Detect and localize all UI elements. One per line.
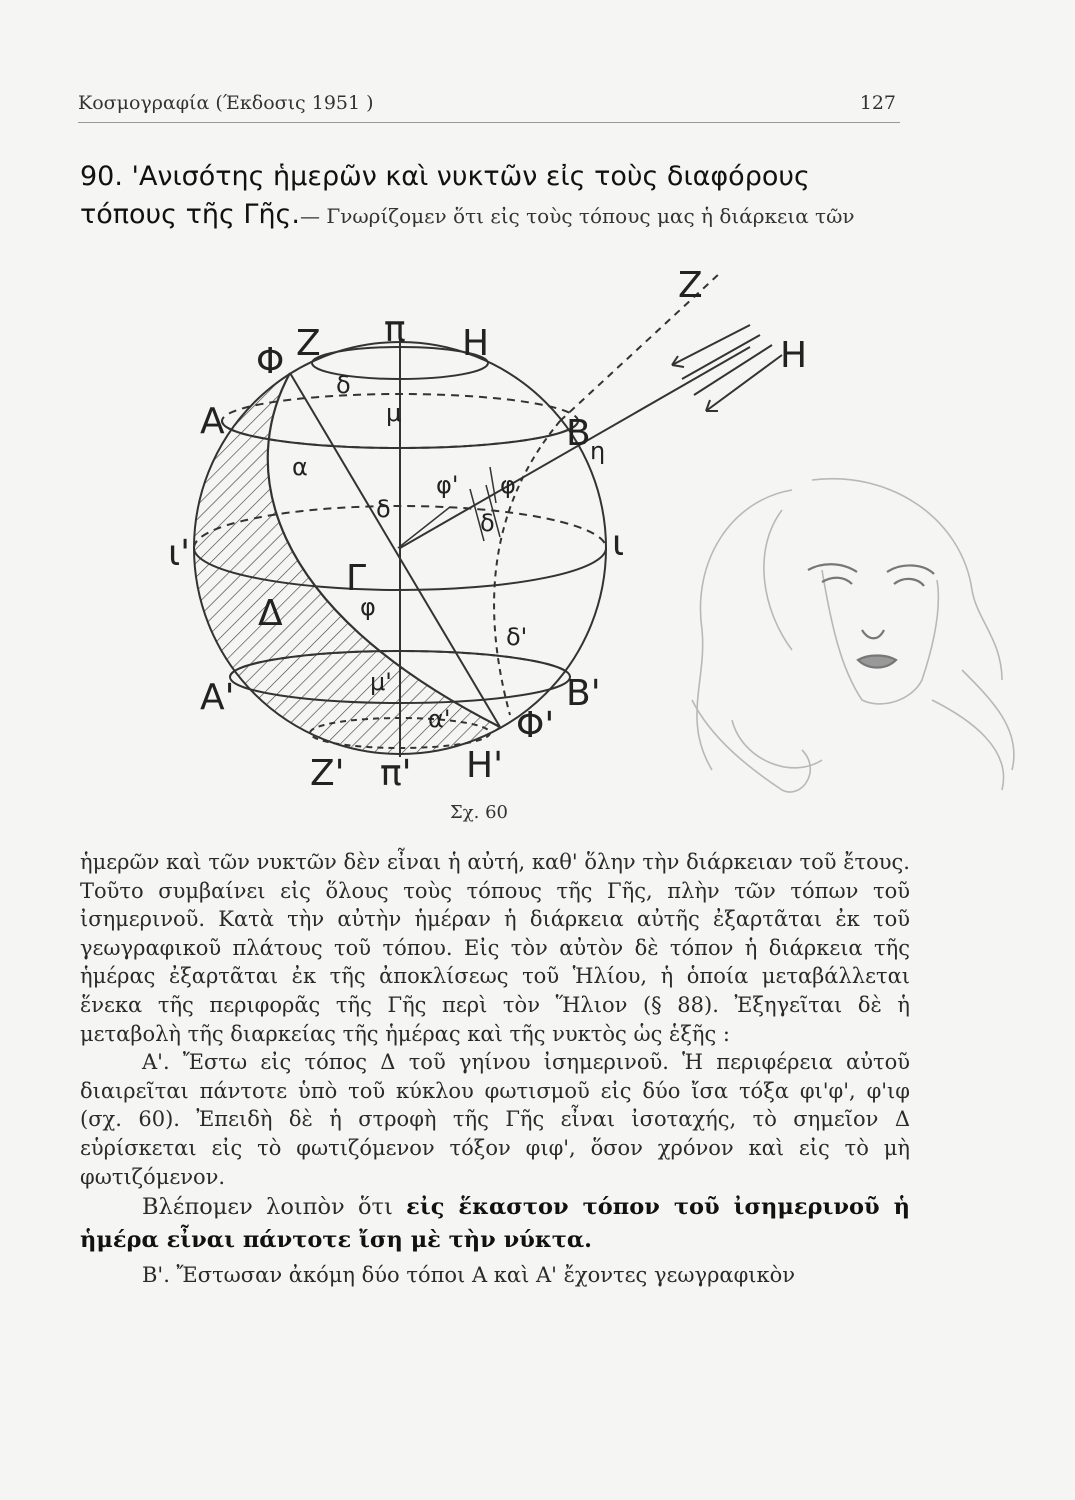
label-delta-prime: δ' (506, 623, 528, 651)
label-Phi: Φ (256, 341, 285, 382)
paragraph-2: Α'. Ἔστω εἰς τόπος Δ τοῦ γηίνου ἰσημερινοῦ. Ἡ περιφέρεια αὐτοῦ διαιρεῖται πάντοτε ὑπὸ τοῦ κύκλου φωτισμοῦ εἰς δύο ἴσα τόξα φι'φ', φ'ιφ (σχ. 60). Ἐπειδὴ δὲ ἡ στροφὴ τῆς Γῆς εἶναι ἰσοταχής, τὸ σημεῖον Δ εὑρίσκεται εἰς τὸ φωτιζόμενον τόξον φιφ', ὅσον χρόνον καὶ εἰς τὸ μὴ φωτιζόμενον. (80, 1050, 910, 1189)
label-H-right: H (780, 335, 808, 376)
label-H-prime: H' (466, 745, 503, 786)
book-title: Κοσμογραφία (Έκδοσις 1951 ) (78, 92, 374, 114)
label-B: B (566, 413, 591, 454)
conclusion-prefix: Βλέπομεν λοιπὸν ὅτι (142, 1194, 407, 1221)
paragraph-1: ἡμερῶν καὶ τῶν νυκτῶν δὲν εἶναι ἡ αὐτή, καθ' ὅλην τὴν διάρκειαν τοῦ ἔτους. Τοῦτο συμβαίνει εἰς ὅλους τοὺς τόπους τῆς Γῆς, πλὴν τῶν τόπων τοῦ ἰσημερινοῦ. Κατὰ τὴν αὐτὴν ἡμέραν ἡ διάρκεια αὐτῆς ἐξαρτᾶται ἐκ τοῦ γεωγραφικοῦ πλάτους τοῦ τόπου. Εἰς τὸν αὐτὸν δὲ τόπον ἡ διάρκεια τῆς ἡμέρας ἐξαρτᾶται ἐκ τῆς ἀποκλίσεως τοῦ Ἡλίου, ἡ ὁποία μεταβάλλεται ἕνεκα τῆς περιφορᾶς τῆς Γῆς περὶ τὸν Ἥλιον (§ 88). Ἐξηγεῖται δὲ ἡ μεταβολὴ τῆς διαρκείας τῆς ἡμέρας καὶ τῆς νυκτὸς ὡς ἑξῆς : (80, 850, 910, 1046)
label-iota: ι (612, 523, 625, 564)
label-delta-mid: δ (376, 495, 391, 523)
label-mu-low: μ' (370, 668, 392, 696)
label-Zeta: Z (296, 323, 321, 364)
section-lead: — Γνωρίζομεν ὅτι εἰς τοὺς τόπους μας ἡ διάρκεια τῶν (299, 204, 855, 228)
label-Eta: H (462, 323, 490, 364)
figure-caption: Σχ. 60 (450, 802, 508, 823)
label-Pi-prime: π' (380, 753, 412, 794)
label-phi-small: φ (360, 593, 376, 621)
paragraph-last: Β'. Ἔστωσαν ἀκόμη δύο τόποι Α καὶ Α' ἔχοντες γεωγραφικὸν (142, 1263, 796, 1288)
label-iota-prime: ι' (168, 533, 191, 574)
label-alpha: α (292, 453, 308, 481)
label-A-prime: A' (200, 677, 235, 718)
body-text (80, 848, 910, 1290)
pencil-sketch-face (672, 470, 1032, 810)
section-heading-block (80, 158, 910, 235)
label-Pi: π (384, 309, 406, 350)
label-Z-prime: Z' (310, 753, 345, 794)
meridian-dashed (494, 421, 560, 715)
label-A: A (200, 401, 225, 442)
label-Gamma: Γ (346, 558, 367, 599)
running-header (78, 88, 900, 123)
label-mu-top: μ (386, 399, 402, 427)
label-alpha-prime: α' (428, 705, 451, 733)
section-heading: 90. 'Ανισότης ἡμερῶν καὶ νυκτῶν εἰς τοὺς διαφόρους τόπους τῆς Γῆς. (80, 161, 810, 230)
page-number: 127 (859, 92, 896, 114)
label-phi: φ (500, 471, 516, 499)
label-eta-small: η (590, 437, 606, 465)
label-Z-top: Z (678, 265, 703, 306)
label-delta-top: δ (336, 371, 351, 399)
label-Delta: Δ (258, 593, 283, 634)
sun-rays-arrows (672, 325, 782, 411)
label-B-prime: B' (566, 673, 601, 714)
label-delta-arrow: δ (480, 509, 495, 537)
conclusion-paragraph (80, 1191, 910, 1257)
conclusion-bold: εἰς ἕκαστον τόπον τοῦ ἰσημερινοῦ ἡ ἡμέρα εἶναι πάντοτε ἴση μὲ τὴν νύκτα. (80, 1194, 910, 1254)
label-Phi-prime: Φ' (516, 705, 555, 746)
label-phi-prime: φ' (436, 471, 459, 499)
